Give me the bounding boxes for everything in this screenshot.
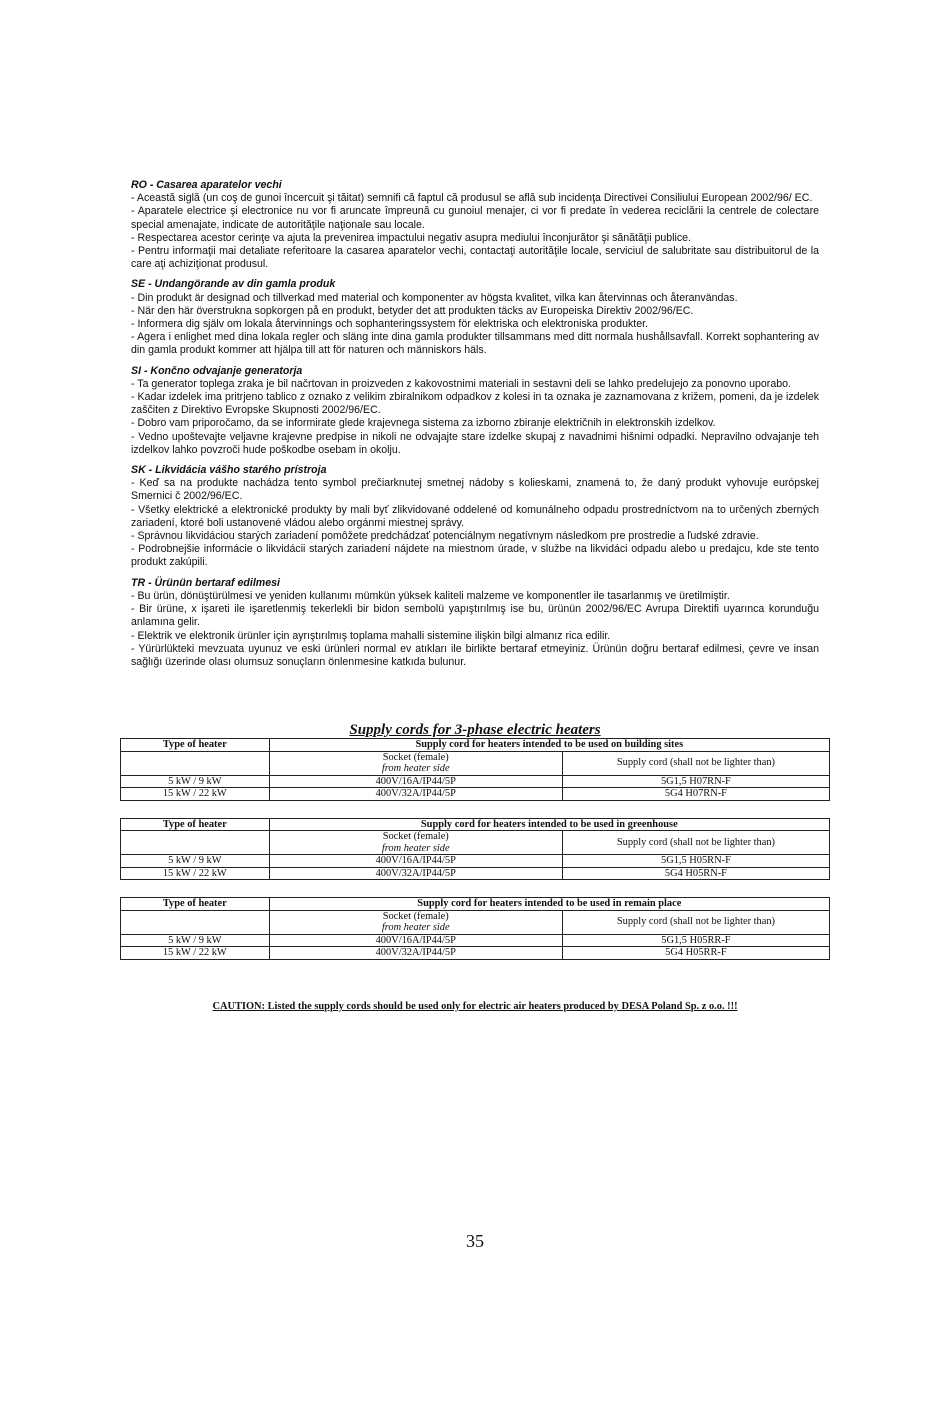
heater-type-cell: 15 kW / 22 kW [121,947,270,960]
table-header-row [121,739,830,752]
table-row [121,855,830,868]
heater-type-cell: 5 kW / 9 kW [121,775,270,788]
table-subheader-row [121,910,830,934]
socket-cell: 400V/32A/IP44/5P [269,947,562,960]
cord-header: Supply cord (shall not be lighter than) [562,831,829,855]
heater-type-cell: 15 kW / 22 kW [121,867,270,880]
table-header-row [121,818,830,831]
socket-header [269,910,562,934]
supply-cords-section [120,721,830,977]
supply-cords-title: Supply cords for 3-phase electric heaters [349,722,601,738]
socket-sublabel: from heater side [381,763,450,774]
paragraph: - Všetky elektrické a elektronické produkty by mali byť zlikvidované oddelené od komunálneho odpadu prostredníctvom na to určených zberných zariadení, ktoré boli ustanovené vládou alebo orgánmi miestnej správy. [131,503,819,529]
heater-type-cell: 5 kW / 9 kW [121,855,270,868]
empty-cell [121,751,270,775]
cord-cell: 5G4 H05RN-F [562,867,829,880]
section-sk [131,464,819,570]
section-si [131,365,819,457]
socket-cell: 400V/16A/IP44/5P [269,934,562,947]
cord-cell: 5G1,5 H07RN-F [562,775,829,788]
socket-sublabel: from heater side [381,922,450,933]
paragraph: - Bu ürün, dönüştürülmesi ve yeniden kullanımı mümkün yüksek kaliteli malzeme ve komponentler ile tasarlanmış ve üretilmiştir. [131,589,730,602]
paragraph: - Pentru informaţii mai detaliate referitoare la casarea aparatelor vechi, contactaţi autorităţile locale, serviciul de salubritate sau distribuitorul de la care aţi achiziţionat produsul. [131,245,819,271]
paragraph: - Kadar izdelek ima pritrjeno tablico z oznako z velikim zbiralnikom odpadkov z kolesi in ta oznaka je zaznamovana z križem, pomeni, da je izdelek zaščiten z Direktivo Evropske Skupnosti 2002/96/EC. [131,391,819,417]
socket-cell: 400V/16A/IP44/5P [269,855,562,868]
supply-cord-usage-header: Supply cord for heaters intended to be used in remain place [269,898,829,911]
section-title: TR - Ürünün bertaraf edilmesi [131,576,280,589]
supply-cord-table-greenhouse [120,818,830,881]
paragraph: - Dobro vam priporočamo, da se informirate glede krajevnega sistema za izborno zbiranje električnih in elektronskih izdelkov. [131,417,716,430]
section-title: SK - Likvidácia vášho starého prístroja [131,464,327,477]
cord-header: Supply cord (shall not be lighter than) [562,751,829,775]
heater-type-cell: 5 kW / 9 kW [121,934,270,947]
cord-cell: 5G4 H05RR-F [562,947,829,960]
socket-header [269,831,562,855]
section-title: SI - Končno odvajanje generatorja [131,364,303,377]
paragraph: - Ta generator toplega zraka je bil načrtovan in proizveden z kakovostnimi materiali in sestavni deli se lahko predelujejo za ponovno uporabo. [131,377,791,390]
disposal-instructions [131,179,819,676]
paragraph: - Din produkt är designad och tillverkad med material och komponenter av högsta kvalitet, vilka kan återvinnas och återanvändas. [131,291,738,304]
section-ro [131,179,819,271]
cord-cell: 5G1,5 H05RN-F [562,855,829,868]
paragraph: - Vedno upoštevajte veljavne krajevne predpise in nikoli ne odvajajte stare izdelke skupaj z navadnimi hišnimi odpadki. Nepravilno odvajanje teh izdelkov lahko povzroči hude poškodbe osebam in okolju. [131,430,819,456]
paragraph: - Respectarea acestor cerinţe va ajuta la prevenirea impactului negativ asupra mediului înconjurător şi sănătăţii publice. [131,231,692,244]
socket-header [269,751,562,775]
table-row [121,775,830,788]
type-of-heater-header: Type of heater [121,818,270,831]
supply-cord-table-building-sites [120,738,830,801]
socket-label: Socket (female) [382,751,449,763]
section-title: RO - Casarea aparatelor vechi [131,179,282,191]
heater-type-cell: 15 kW / 22 kW [121,788,270,801]
paragraph: - Keď sa na produkte nachádza tento symbol prečiarknutej smetnej nádoby s kolieskami, znamená to, že daný produkt vyhovuje európskej Smernici č 2002/96/EC. [131,477,819,503]
paragraph: - Elektrik ve elektronik ürünler için ayrıştırılmış toplama mahalli sistemine ilişkin bilgi almanız rica edilir. [131,629,611,642]
supply-cord-table-remain-place [120,897,830,960]
socket-cell: 400V/32A/IP44/5P [269,867,562,880]
table-row [121,934,830,947]
paragraph: - När den här överstrukna sopkorgen på en produkt, betyder det att produkten täcks av Europeiska Direktiv 2002/96/EC. [131,304,694,317]
table-header-row [121,898,830,911]
paragraph: - Yürürlükteki mevzuata uyunuz ve eski ürünleri normal ev atıkları ile birlikte bertaraf etmeyiniz. Ürünün doğru bertaraf edilmesi, çevre ve insan sağlığı üzerinde olası olumsuz sonuçların önlenmesine katkıda bulunur. [131,642,819,668]
table-subheader-row [121,831,830,855]
paragraph: - Informera dig själv om lokala återvinnings och sophanteringssystem för elektriska och elektroniska produkter. [131,318,648,331]
paragraph: - Správnou likvidáciou starých zariadení pomôžete predchádzať potenciálnym negatívnym následkom pre prostredie a ľudské zdravie. [131,530,759,543]
section-title: SE - Undangörande av din gamla produk [131,278,336,291]
table-row [121,947,830,960]
paragraph: - Aparatele electrice şi electronice nu vor fi aruncate împreună cu gunoiul menajer, ci vor fi predate în vederea reciclării la centrele de colectare special amenajate, indicate de autorităţile naţionale sau locale. [131,205,819,231]
type-of-heater-header: Type of heater [121,739,270,752]
section-se [131,278,819,357]
socket-cell: 400V/32A/IP44/5P [269,788,562,801]
page-number: 35 [466,1231,484,1251]
cord-cell: 5G4 H07RN-F [562,788,829,801]
cord-cell: 5G1,5 H05RR-F [562,934,829,947]
type-of-heater-header: Type of heater [121,898,270,911]
supply-cord-usage-header: Supply cord for heaters intended to be used in greenhouse [269,818,829,831]
table-subheader-row [121,751,830,775]
empty-cell [121,831,270,855]
supply-cord-usage-header: Supply cord for heaters intended to be used on building sites [269,739,829,752]
paragraph: - Podrobnejšie informácie o likvidácii starých zariadení nájdete na miestnom úrade, v službe na likvidáci odpadu alebo u predajcu, kde ste tento produkt zakúpili. [131,543,819,569]
section-tr [131,577,819,669]
caution-note: CAUTION: Listed the supply cords should be used only for electric air heaters produced by DESA Poland Sp. z o.o. !!! [212,1001,738,1012]
table-row [121,867,830,880]
paragraph: - Agera i enlighet med dina lokala regler och släng inte dina gamla produkter tillsammans med ditt normala hushållsavfall. Korrekt sophantering av din gamla produkt kommer att hjälpa till att för naturen och människors häls. [131,331,819,357]
socket-label: Socket (female) [382,831,449,842]
socket-sublabel: from heater side [381,842,450,854]
empty-cell [121,910,270,934]
socket-cell: 400V/16A/IP44/5P [269,775,562,788]
paragraph: - Bir ürüne, x işareti ile işaretlenmiş tekerlekli bir bidon sembolü yapıştırılmış ise bu, ürünün 2002/96/EC Avrupa Direktifi uyarınca korunduğu anlamına gelir. [131,603,819,629]
cord-header: Supply cord (shall not be lighter than) [562,910,829,934]
table-row [121,788,830,801]
paragraph: - Această siglă (un coş de gunoi încercuit şi tăitat) semnifi că faptul că produsul se află sub incidenţa Directivei Consiliului European 2002/96/ EC. [131,192,813,205]
socket-label: Socket (female) [382,910,449,922]
